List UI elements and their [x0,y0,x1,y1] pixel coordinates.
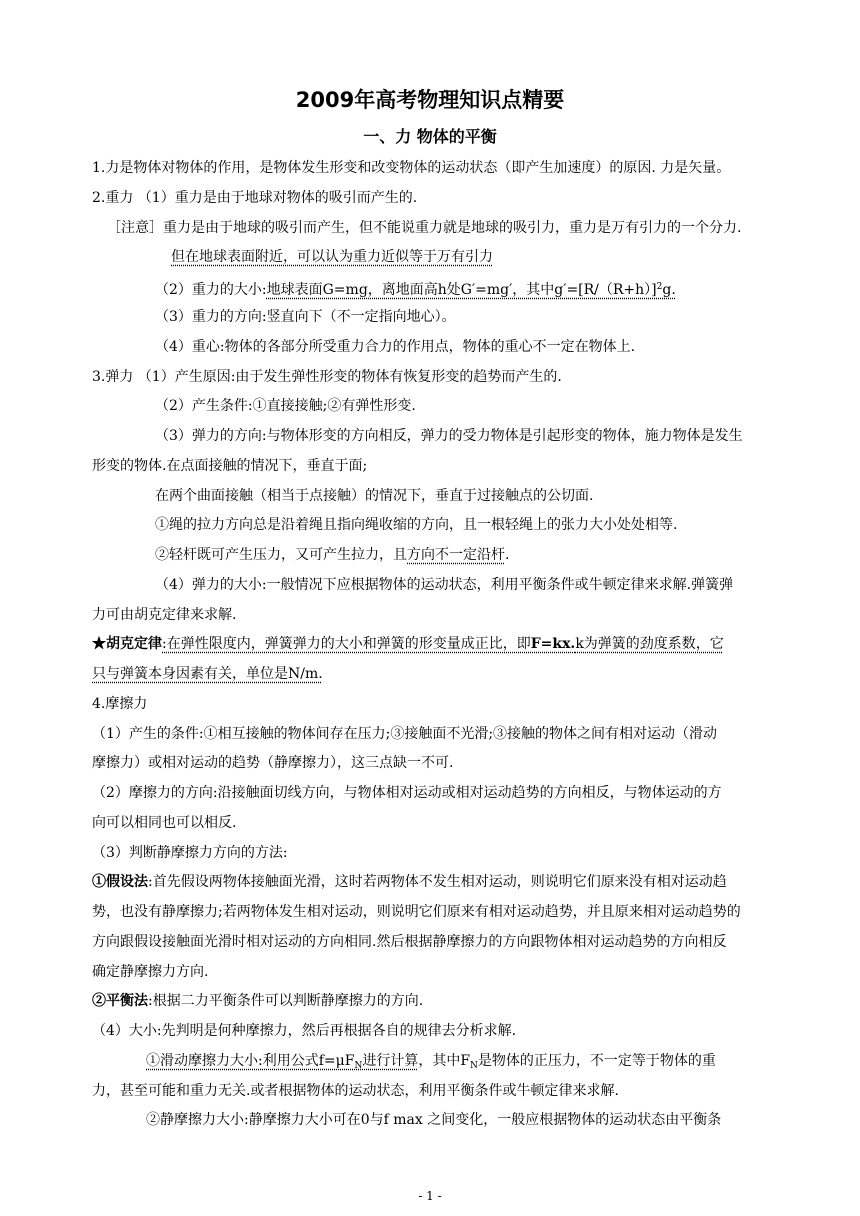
sliding-text-2: 是物体的正压力，不一定等于物体的重 [477,1053,716,1069]
sliding-formula-text: ①滑动摩擦力大小:利用公式f=μF [146,1053,355,1069]
sliding-formula-subscript: N [354,1061,363,1071]
paragraph-force-definition: 1.力是物体对物体的作用，是物体发生形变和改变物体的运动状态（即产生加速度）的原因. 力是矢量。 [92,160,731,176]
balance-method-text: :根据二力平衡条件可以判断静摩擦力的方向. [148,993,424,1009]
hooke-label: ★胡克定律 [92,636,162,652]
gravity-formula-tail: g. [662,282,676,298]
paragraph-hooke-law-2: 只与弹簧本身因素有关，单位是N/m. [92,666,323,682]
hooke-text-2: k为弹簧的劲度系数，它 [575,636,724,652]
paragraph-elastic-rope: ①绳的拉力方向总是沿着绳且指向绳收缩的方向，且一根轻绳上的张力大小处处相等. [155,517,678,533]
balance-method-label: ②平衡法 [92,993,148,1009]
paragraph-assume-method-4: 确定静摩擦力方向. [92,964,209,980]
paragraph-gravity-size [155,278,676,299]
paragraph-friction-heading: 4.摩擦力 [92,696,148,712]
paragraph-friction-size: （4）大小:先判明是何种摩擦力，然后再根据各自的规律去分析求解. [92,1023,517,1039]
paragraph-friction-judge: （3）判断静摩擦力方向的方法: [92,845,288,861]
paragraph-sliding-friction-1 [146,1052,716,1075]
hooke-text: :在弹性限度内，弹簧弹力的大小和弹簧的形变量成正比，即 [162,636,531,652]
paragraph-elastic-direction-1: （3）弹力的方向:与物体形变的方向相反，弹力的受力物体是引起形变的物体，施力物体是发生 [155,428,743,444]
paragraph-elastic-condition: （2）产生条件:①直接接触;②有弹性形变. [155,398,416,414]
paragraph-elastic-heading: 3.弹力 （1）产生原因:由于发生弹性形变的物体有恢复形变的趋势而产生的. [92,369,562,385]
paragraph-elastic-direction-2: 形变的物体.在点面接触的情况下，垂直于面; [92,458,368,474]
paragraph-elastic-rod [155,546,509,564]
paragraph-balance-method [92,992,423,1010]
paragraph-assume-method-3: 方向跟假设接触面光滑时相对运动的方向相同.然后根据静摩擦力的方向跟物体相对运动趋势的方向相反 [92,934,727,950]
paragraph-hooke-law [92,635,724,653]
paragraph-friction-condition-2: 摩擦力）或相对运动的趋势（静摩擦力），这三点缺一不可. [92,755,454,771]
paragraph-gravity-center: （4）重心:物体的各部分所受重力合力的作用点，物体的重心不一定在物体上. [155,339,636,355]
rod-text: ②轻杆既可产生压力，又可产生拉力，且 [155,547,407,563]
paragraph-gravity-direction: （3）重力的方向:竖直向下（不一定指向地心）。 [155,309,456,325]
paragraph-elastic-size-2: 力可由胡克定律来求解. [92,607,237,623]
gravity-size-formula [267,282,676,298]
sliding-friction-formula [146,1053,418,1069]
paragraph-assume-method-2: 势，也没有静摩擦力;若两物体发生相对运动，则说明它们原来有相对运动趋势，并且原来相对运动趋势的 [92,904,741,920]
sliding-formula-tail: 进行计算 [362,1053,419,1069]
paragraph-friction-direction-1: （2）摩擦力的方向:沿接触面切线方向，与物体相对运动或相对运动趋势的方向相反，与物体运动的方 [92,785,722,801]
paragraph-elastic-direction-3: 在两个曲面接触（相当于点接触）的情况下，垂直于过接触点的公切面. [155,488,594,504]
gravity-size-label: （2）重力的大小: [155,282,267,298]
assume-method-text: :首先假设两物体接触面光滑，这时若两物体不发生相对运动，则说明它们原来没有相对运动趋 [148,874,727,890]
paragraph-friction-condition-1: （1）产生的条件:①相互接触的物体间存在压力;③接触面不光滑;③接触的物体之间有相对运动（滑动 [92,726,718,742]
paragraph-elastic-size-1: （4）弹力的大小:一般情况下应根据物体的运动状态，利用平衡条件或牛顿定律来求解.弹簧弹 [155,577,734,593]
gravity-formula-text: 地球表面G=mg，离地面高h处G′=mg′，其中g′=[R/（R+h）] [266,282,657,298]
rod-emphasis: 方向不一定沿杆 [407,547,505,563]
paragraph-static-friction-1: ②静摩擦力大小:静摩擦力大小可在0与f max 之间变化，一般应根据物体的运动状态由平衡条 [146,1112,722,1128]
rod-period: . [505,547,510,563]
page-title: 2009年高考物理知识点精要 [295,88,565,112]
page-number: - 1 - [418,1189,442,1203]
paragraph-assume-method-1 [92,873,727,891]
gravity-formula-exponent: 2 [656,282,663,292]
hooke-formula: F=kx. [530,636,576,652]
section-heading: 一、力 物体的平衡 [363,127,497,146]
sliding-subscript-2: N [470,1061,478,1071]
assume-method-label: ①假设法 [92,874,148,890]
paragraph-gravity-heading: 2.重力 （1）重力是由于地球对物体的吸引而产生的. [92,190,418,206]
paragraph-friction-direction-2: 向可以相同也可以相反. [92,815,237,831]
paragraph-gravity-note-2: 但在地球表面附近，可以认为重力近似等于万有引力 [171,249,493,265]
paragraph-sliding-friction-2: 力，甚至可能和重力无关.或者根据物体的运动状态，利用平衡条件或牛顿定律来求解. [92,1083,619,1099]
sliding-text: ，其中F [418,1053,471,1069]
paragraph-gravity-note: ［注意］重力是由于地球的吸引而产生，但不能说重力就是地球的吸引力，重力是万有引力的一个分力. [107,220,742,236]
